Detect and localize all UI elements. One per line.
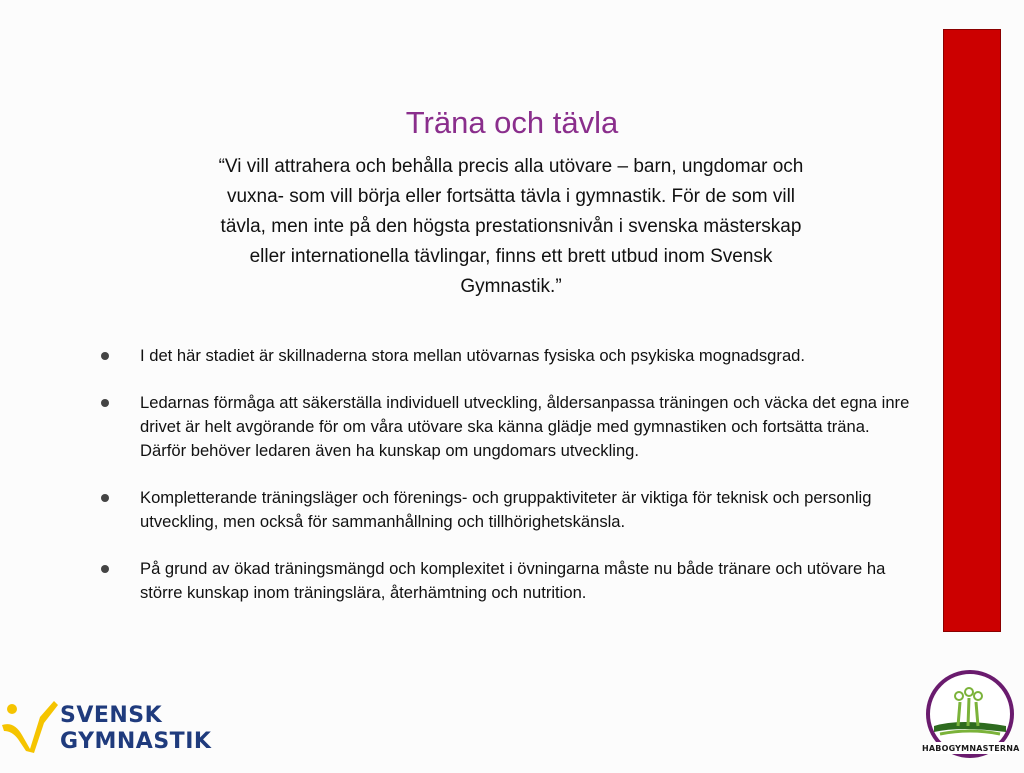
quote-line: “Vi vill attrahera och behålla precis alla utövare – barn, ungdomar och bbox=[218, 156, 804, 177]
club-name: HABOGYMNASTERNA bbox=[922, 744, 1020, 753]
quote-line: Gymnastik.” bbox=[460, 276, 562, 297]
accent-bar bbox=[943, 29, 1001, 632]
bullet-text: Kompletterande träningsläger och förenings- och gruppaktiviteter är viktiga för teknisk och personlig utveckling, men också för sammanhållning och tillhörighetskänsla. bbox=[140, 488, 872, 531]
bullet-text: På grund av ökad träningsmängd och komplexitet i övningarna måste nu både tränare och utövare ha större kunskap inom träningslära, återhämtning och nutrition. bbox=[140, 559, 886, 602]
bullet-item bbox=[100, 486, 915, 534]
bullet-icon bbox=[101, 494, 109, 502]
club-emblem-icon bbox=[920, 668, 1020, 768]
slide-title: Träna och tävla bbox=[405, 104, 619, 140]
bullet-text: I det här stadiet är skillnaderna stora mellan utövarnas fysiska och psykiska mognadsgrad. bbox=[140, 346, 806, 365]
logo-text-line2: GYMNASTIK bbox=[60, 729, 212, 754]
quote-line: eller internationella tävlingar, finns ett brett utbud inom Svensk bbox=[249, 246, 773, 267]
habogymnasterna-logo bbox=[920, 668, 1020, 768]
gymnast-figure-icon bbox=[0, 695, 62, 755]
logo-text-line1: SVENSK bbox=[60, 703, 163, 728]
bullet-item bbox=[100, 557, 915, 605]
quote-line: vuxna- som vill börja eller fortsätta tävla i gymnastik. För de som vill bbox=[226, 186, 796, 207]
bullet-icon bbox=[101, 565, 109, 573]
bullet-list bbox=[100, 344, 915, 628]
bullet-item bbox=[100, 391, 915, 463]
quote bbox=[140, 152, 882, 302]
svensk-gymnastik-logo bbox=[0, 693, 212, 763]
bullet-text: Ledarnas förmåga att säkerställa individuell utveckling, åldersanpassa träningen och väcka det egna inre drivet är helt avgörande för om våra utövare ska känna glädje med gymnastiken och fortsätta träna. Därför behöver ledaren även ha kunskap om ungdomars utveckling. bbox=[140, 393, 910, 460]
bullet-icon bbox=[101, 399, 109, 407]
bullet-icon bbox=[101, 352, 109, 360]
quote-line: tävla, men inte på den högsta prestationsnivån i svenska mästerskap bbox=[220, 216, 802, 237]
bullet-item bbox=[100, 344, 915, 368]
